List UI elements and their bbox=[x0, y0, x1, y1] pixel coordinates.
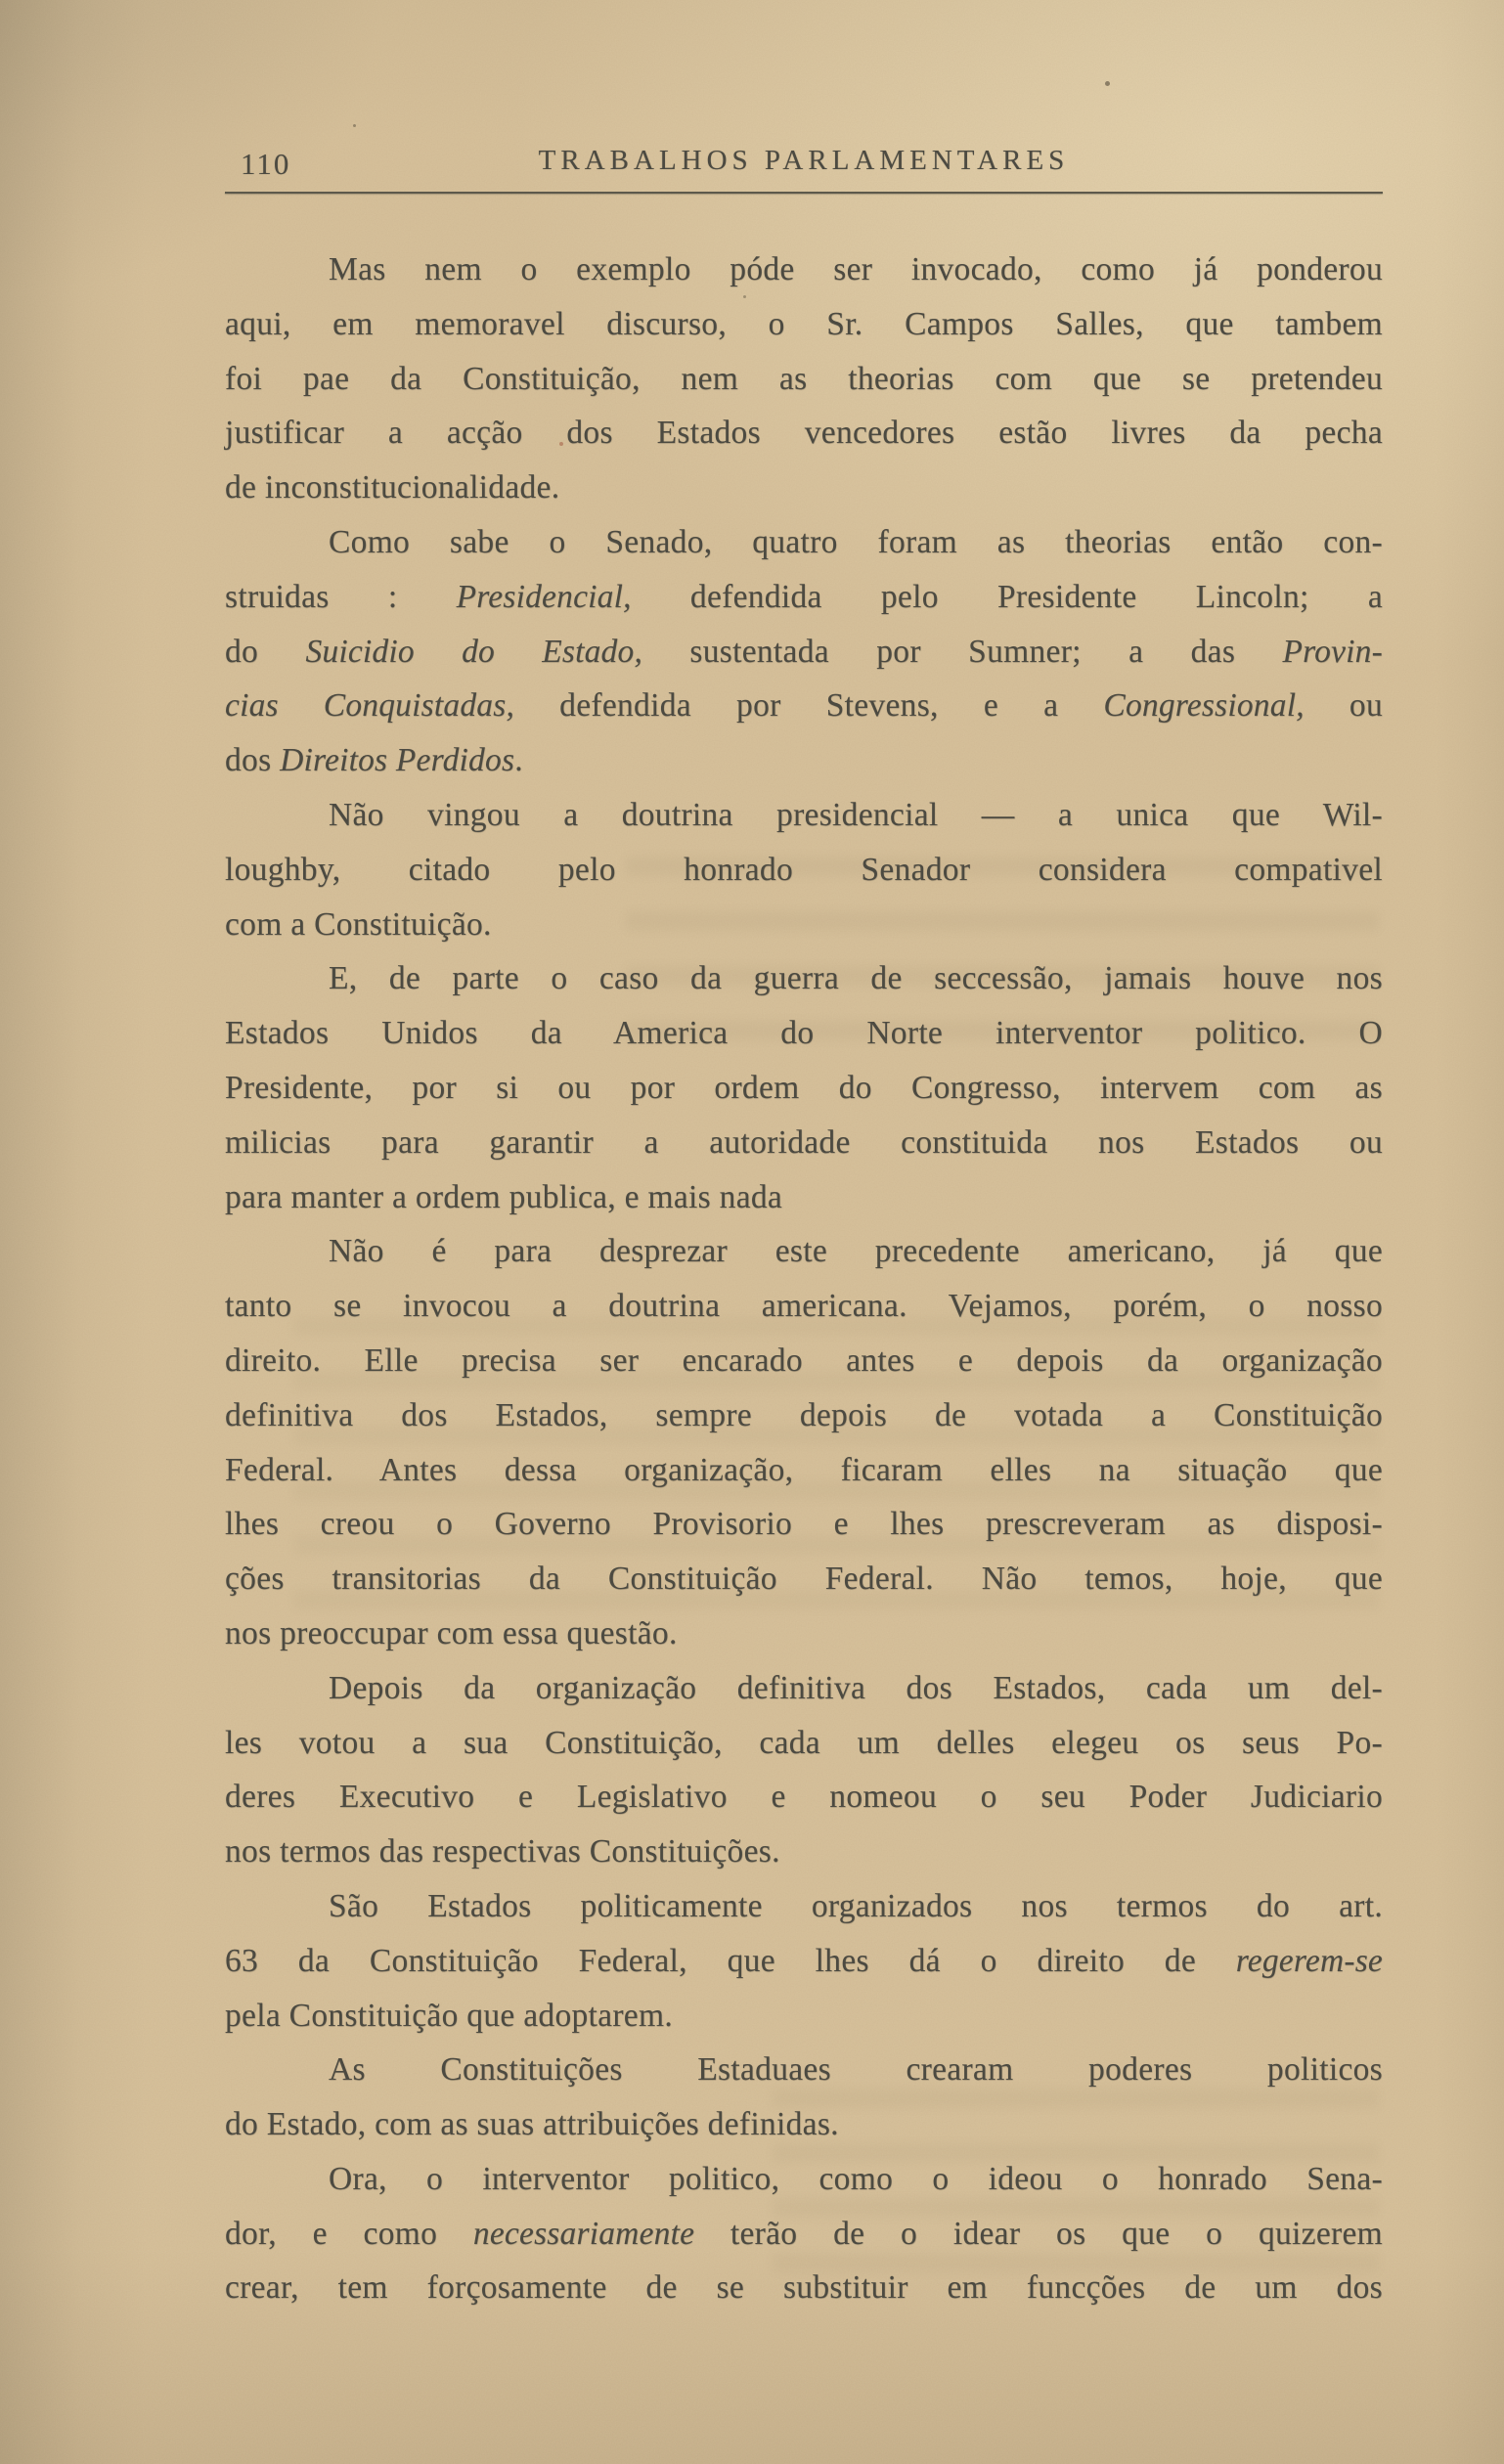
text-line bbox=[225, 1770, 1383, 1825]
text-segment: E, de parte o caso da guerra de seccessão, jamais houve nos bbox=[329, 960, 1383, 997]
text-line bbox=[225, 1825, 1383, 1879]
text-segment: dor, e como bbox=[225, 2215, 473, 2252]
italic-text-segment: regerem-se bbox=[1235, 1942, 1383, 1979]
text-line bbox=[225, 2097, 1383, 2152]
text-segment: Presidente, por si ou por ordem do Congresso, intervem com as bbox=[225, 1069, 1383, 1106]
text-segment: terão de o idear os que o quizerem bbox=[694, 2215, 1383, 2252]
text-line bbox=[225, 2261, 1383, 2315]
text-line bbox=[225, 679, 1383, 733]
text-segment: pela Constituição que adoptarem. bbox=[225, 1997, 673, 2034]
header-rule bbox=[225, 192, 1383, 194]
text-line bbox=[225, 1224, 1383, 1279]
text-line bbox=[225, 570, 1383, 625]
italic-text-segment: Presidencial, bbox=[456, 578, 632, 615]
text-segment: Federal. Antes dessa organização, ficaram elles na situação que bbox=[225, 1451, 1383, 1488]
text-segment: justificar a acção dos Estados vencedores estão livres da pecha bbox=[225, 415, 1383, 452]
ink-speck bbox=[353, 124, 356, 127]
text-segment: Mas nem o exemplo póde ser invocado, como já ponderou bbox=[329, 251, 1383, 287]
text-segment: dos bbox=[225, 742, 281, 779]
text-segment: defendida por Stevens, e a bbox=[514, 687, 1104, 725]
page-header bbox=[225, 145, 1383, 192]
text-segment: com a Constituição. bbox=[225, 905, 492, 943]
text-segment: 63 da Constituição Federal, que lhes dá o direito de bbox=[225, 1942, 1236, 1979]
text-line bbox=[225, 1879, 1383, 1934]
text-line bbox=[225, 1170, 1383, 1225]
text-line bbox=[225, 1006, 1383, 1061]
text-line bbox=[225, 1989, 1383, 2044]
text-segment: milicias para garantir a autoridade constituida nos Estados ou bbox=[225, 1123, 1383, 1161]
text-segment: lhes creou o Governo Provisorio e lhes prescreveram as disposi- bbox=[225, 1506, 1383, 1543]
text-line bbox=[225, 1279, 1383, 1334]
text-segment: ções transitorias da Constituição Federal. Não temos, hoje, que bbox=[225, 1561, 1383, 1598]
text-segment: ou bbox=[1304, 687, 1383, 725]
text-segment: para manter a ordem publica, e mais nada bbox=[225, 1178, 783, 1215]
italic-text-segment: Congressional, bbox=[1103, 687, 1305, 725]
text-line bbox=[225, 843, 1383, 898]
italic-text-segment: Direitos Perdidos bbox=[280, 742, 515, 779]
italic-text-segment: Provin- bbox=[1282, 633, 1383, 670]
text-line bbox=[225, 1334, 1383, 1388]
page-body bbox=[225, 242, 1383, 2315]
text-segment: crear, tem forçosamente de se substituir em funcções de um dos bbox=[225, 2269, 1383, 2307]
text-line bbox=[225, 515, 1383, 570]
italic-text-segment: necessariamente bbox=[472, 2215, 695, 2252]
text-line bbox=[225, 297, 1383, 352]
text-line bbox=[225, 1934, 1383, 1989]
text-line bbox=[225, 898, 1383, 952]
text-segment: sustentada por Sumner; a das bbox=[642, 633, 1283, 670]
text-line bbox=[225, 2207, 1383, 2262]
text-line bbox=[225, 1497, 1383, 1552]
page-number: 110 bbox=[241, 147, 291, 181]
italic-text-segment: Suicidio do Estado, bbox=[305, 633, 643, 670]
text-segment: tanto se invocou a doutrina americana. Vejamos, porém, o nosso bbox=[225, 1288, 1383, 1325]
text-segment: nos preoccupar com essa questão. bbox=[225, 1614, 678, 1651]
text-line bbox=[225, 1443, 1383, 1498]
text-segment: do Estado, com as suas attribuições definidas. bbox=[225, 2106, 839, 2143]
text-line bbox=[225, 951, 1383, 1006]
text-line bbox=[225, 242, 1383, 297]
text-segment: deres Executivo e Legislativo e nomeou o seu Poder Judiciario bbox=[225, 1779, 1383, 1816]
text-segment: aqui, em memoravel discurso, o Sr. Campos Salles, que tambem bbox=[225, 305, 1383, 342]
text-segment: Não vingou a doutrina presidencial — a unica que Wil- bbox=[329, 796, 1383, 833]
text-segment: struidas : bbox=[225, 578, 457, 615]
text-line bbox=[225, 406, 1383, 461]
text-segment: defendida pelo Presidente Lincoln; a bbox=[631, 578, 1383, 615]
text-line bbox=[225, 1716, 1383, 1771]
ink-speck bbox=[1105, 81, 1110, 86]
text-segment: definitiva dos Estados, sempre depois de votada a Constituição bbox=[225, 1396, 1383, 1433]
text-segment: . bbox=[514, 742, 523, 779]
text-segment: loughby, citado pelo honrado Senador considera compativel bbox=[225, 851, 1383, 888]
text-segment: Ora, o interventor politico, como o ideou o honrado Sena- bbox=[329, 2160, 1383, 2197]
text-segment: São Estados politicamente organizados nos termos do art. bbox=[329, 1887, 1383, 1924]
text-line bbox=[225, 788, 1383, 843]
text-line bbox=[225, 625, 1383, 680]
text-segment: Estados Unidos da America do Norte interventor politico. O bbox=[225, 1015, 1383, 1052]
text-line bbox=[225, 1661, 1383, 1716]
text-segment: do bbox=[225, 633, 306, 670]
text-segment: direito. Elle precisa ser encarado antes e depois da organização bbox=[225, 1342, 1383, 1379]
italic-text-segment: cias Conquistadas, bbox=[225, 687, 515, 725]
text-line bbox=[225, 461, 1383, 515]
text-line bbox=[225, 733, 1383, 788]
running-title: TRABALHOS PARLAMENTARES bbox=[538, 145, 1070, 176]
text-line bbox=[225, 1388, 1383, 1443]
text-segment: foi pae da Constituição, nem as theorias com que se pretendeu bbox=[225, 360, 1383, 397]
text-line bbox=[225, 1061, 1383, 1116]
text-line bbox=[225, 2043, 1383, 2097]
text-line bbox=[225, 1606, 1383, 1661]
text-segment: As Constituições Estaduaes crearam poderes politicos bbox=[329, 2051, 1383, 2089]
text-line bbox=[225, 2152, 1383, 2207]
text-segment: Como sabe o Senado, quatro foram as theorias então con- bbox=[329, 523, 1383, 560]
text-segment: de inconstitucionalidade. bbox=[225, 469, 560, 506]
text-line bbox=[225, 1116, 1383, 1170]
text-segment: les votou a sua Constituição, cada um delles elegeu os seus Po- bbox=[225, 1724, 1383, 1761]
text-line bbox=[225, 352, 1383, 407]
text-segment: Não é para desprezar este precedente americano, já que bbox=[329, 1233, 1383, 1270]
text-line bbox=[225, 1552, 1383, 1606]
text-segment: nos termos das respectivas Constituições. bbox=[225, 1833, 780, 1870]
text-segment: Depois da organização definitiva dos Estados, cada um del- bbox=[329, 1669, 1383, 1706]
